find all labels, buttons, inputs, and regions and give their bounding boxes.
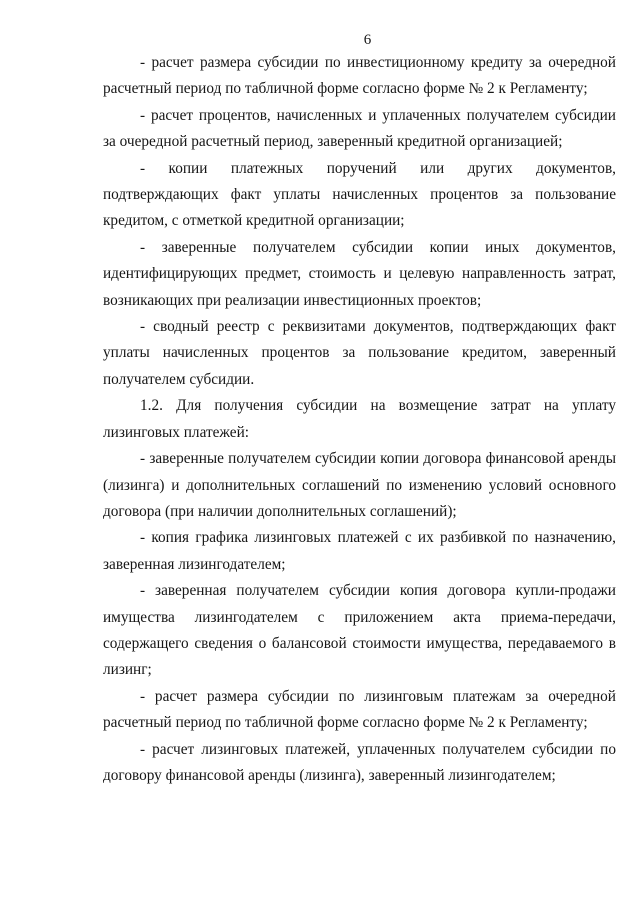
paragraph-leasing-payments-calculation: - расчет лизинговых платежей, уплаченных получателем субсидии по договору финансовой аренды (лизинга), заверенный лизингодателем; — [103, 740, 616, 784]
paragraph-leasing-subsidy-calculation: - расчет размера субсидии по лизинговым платежам за очередной расчетный период по табличной форме согласно форме № 2 к Регламенту; — [103, 687, 616, 732]
paragraph-loan-subsidy-calculation: - расчет размера субсидии по инвестиционному кредиту за очередной расчетный период по табличной форме согласно форме № 2 к Регламенту; — [103, 54, 616, 98]
section-heading-leasing: 1.2. Для получения субсидии на возмещение затрат на уплату лизинговых платежей: — [103, 397, 616, 441]
paragraph-other-documents: - заверенные получателем субсидии копии иных документов, идентифицирующих предмет, стоимость и целевую направленность затрат, возникающих при реализации инвестиционных проектов; — [103, 238, 616, 309]
paragraph-payment-orders: - копии платежных поручений или других документов, подтверждающих факт уплаты начисленных процентов за пользование кредитом, с отметкой кредитной организации; — [103, 159, 616, 230]
paragraph-interest-calculation: - расчет процентов, начисленных и уплаченных получателем субсидии за очередной расчетный период, заверенный кредитной организацией; — [103, 106, 616, 151]
paragraph-summary-register: - сводный реестр с реквизитами документов, подтверждающих факт уплаты начисленных процентов за пользование кредитом, заверенный получателем субсидии. — [103, 318, 616, 388]
paragraph-purchase-contract: - заверенная получателем субсидии копия договора купли-продажи имущества лизингодателем с приложением акта приема-передачи, содержащего сведения о балансовой стоимости имущества, передаваемого в лизинг; — [103, 582, 616, 679]
document-body — [103, 50, 616, 789]
paragraph-leasing-contract-copies: - заверенные получателем субсидии копии договора финансовой аренды (лизинга) и дополнительных соглашений по изменению условий основного договора (при наличии дополнительных соглашений); — [103, 450, 616, 520]
page-number: 6 — [363, 32, 372, 48]
paragraph-leasing-schedule: - копия графика лизинговых платежей с их разбивкой по назначению, заверенная лизингодателем; — [103, 529, 616, 573]
